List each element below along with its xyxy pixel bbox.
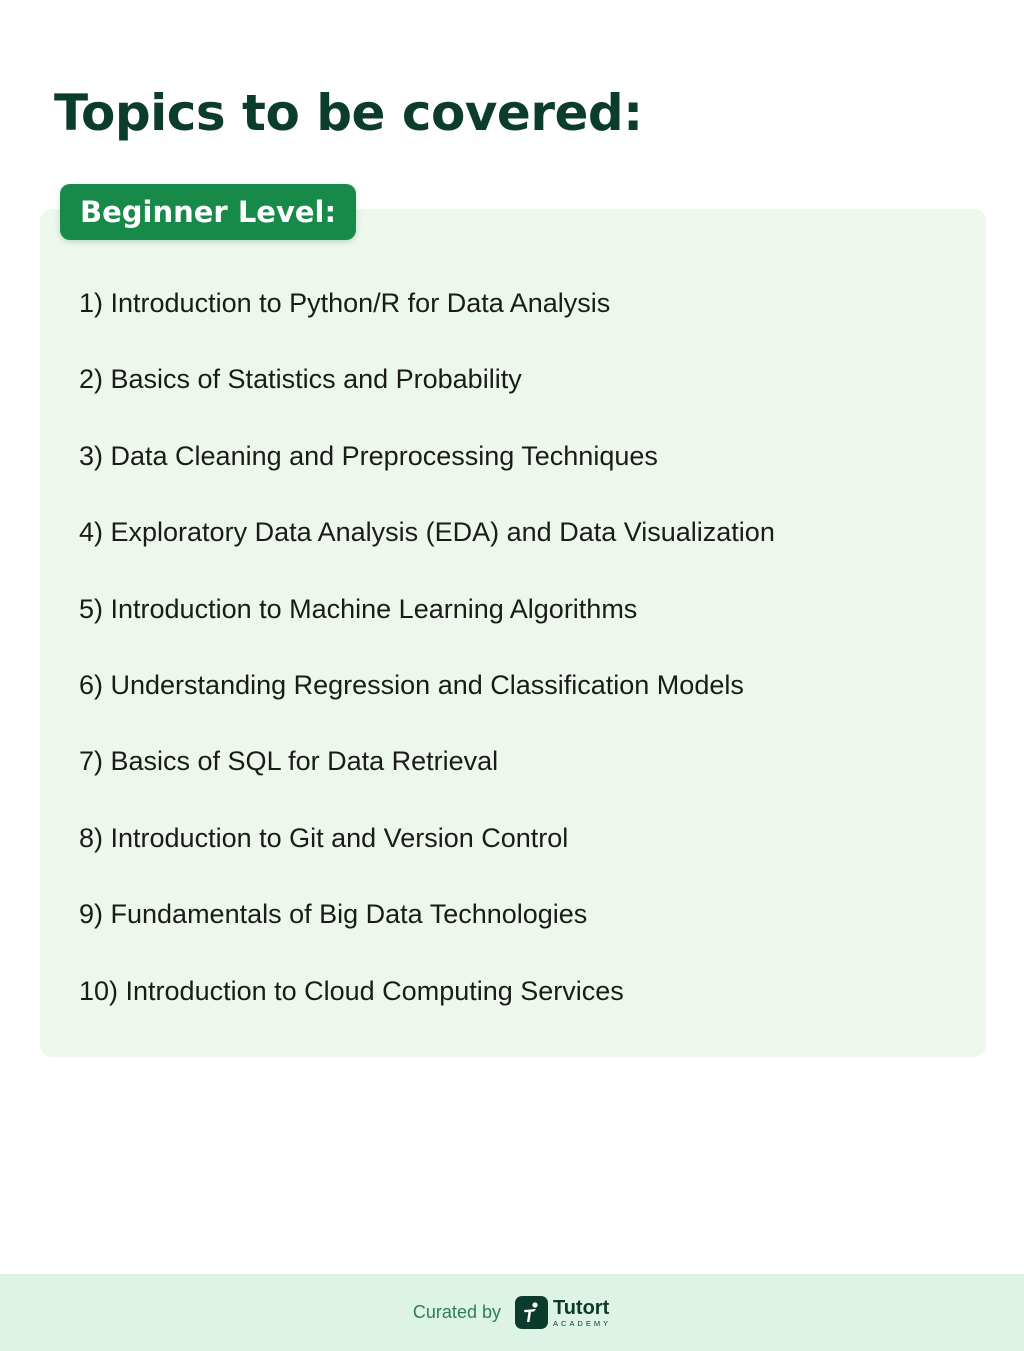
topic-item: 9) Fundamentals of Big Data Technologies xyxy=(79,899,588,930)
brand-name: Tutort xyxy=(552,1296,610,1319)
topic-item: 2) Basics of Statistics and Probability xyxy=(79,364,522,395)
topic-list xyxy=(79,280,775,1044)
brand-logo-text xyxy=(553,1298,611,1328)
tutort-logo-icon xyxy=(515,1296,548,1329)
topic-item: 4) Exploratory Data Analysis (EDA) and Data Visualization xyxy=(79,517,775,548)
curated-by-label: Curated by xyxy=(412,1302,501,1322)
topic-item: 8) Introduction to Git and Version Control xyxy=(79,822,569,853)
topic-item: 10) Introduction to Cloud Computing Services xyxy=(79,975,624,1006)
footer-bar xyxy=(0,1274,1024,1351)
topic-item: 5) Introduction to Machine Learning Algorithms xyxy=(79,593,638,624)
topic-item: 6) Understanding Regression and Classification Models xyxy=(79,669,744,700)
level-badge: Beginner Level: xyxy=(60,184,356,240)
topic-item: 3) Data Cleaning and Preprocessing Techniques xyxy=(79,440,658,471)
brand-subtitle: ACADEMY xyxy=(552,1318,612,1328)
topic-item: 7) Basics of SQL for Data Retrieval xyxy=(79,746,499,777)
topic-item: 1) Introduction to Python/R for Data Analysis xyxy=(79,288,611,318)
page-title: Topics to be covered: xyxy=(54,84,643,142)
